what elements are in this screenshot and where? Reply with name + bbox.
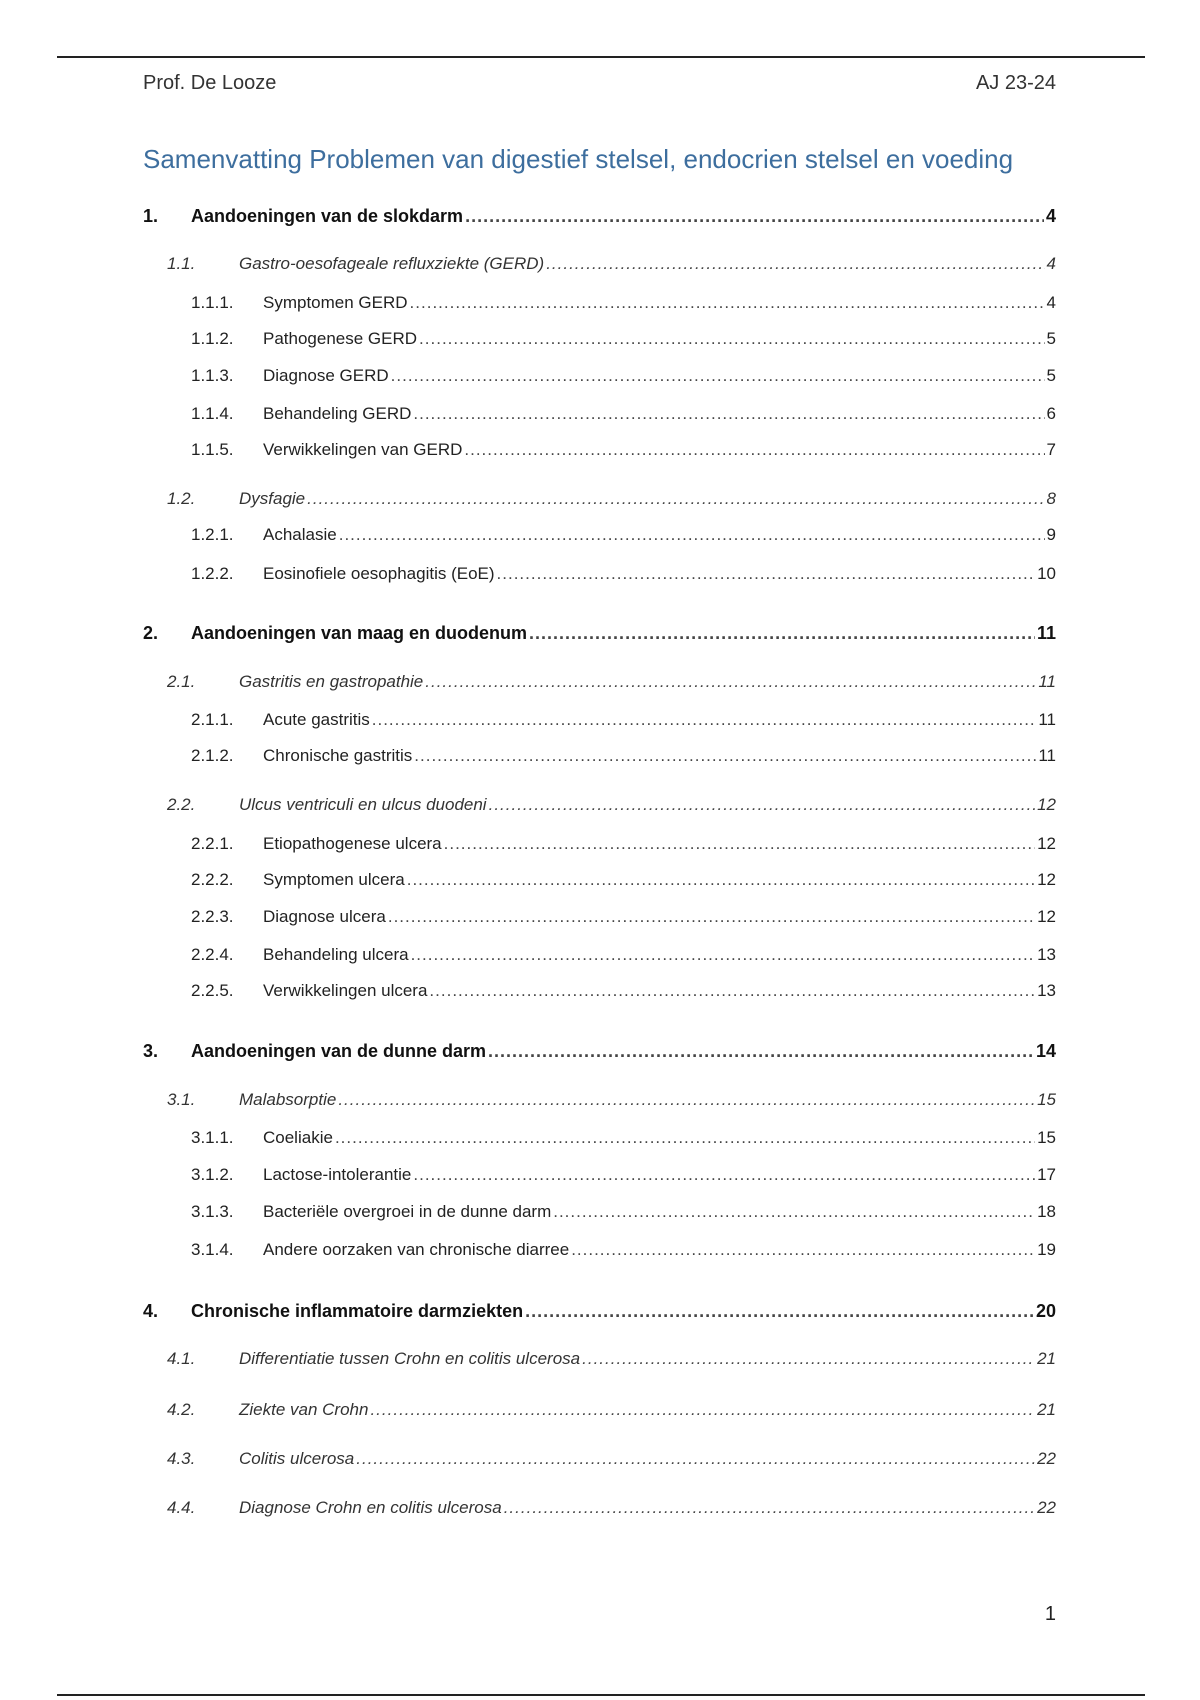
toc-entry-page: 15: [1037, 1128, 1056, 1147]
toc-entry-number: 1.1.3.: [191, 366, 234, 385]
toc-entry-page: 21: [1037, 1349, 1056, 1368]
dot-leader: [370, 1400, 1035, 1420]
dot-leader: [497, 564, 1036, 584]
dot-leader: [525, 1301, 1034, 1322]
dot-leader: [335, 1128, 1035, 1148]
toc-entry[interactable]: [143, 1349, 1056, 1373]
dot-leader: [464, 440, 1044, 460]
dot-leader: [407, 870, 1035, 890]
toc-entry-number: 3.1.3.: [191, 1202, 234, 1221]
toc-entry-number: 1.1.5.: [191, 440, 234, 459]
toc-entry-title: Pathogenese GERD: [263, 329, 418, 348]
toc-entry[interactable]: [143, 329, 1056, 353]
toc-entry-number: 4.4.: [167, 1498, 196, 1517]
toc-entry-page: 14: [1035, 1041, 1056, 1061]
toc-entry-page: 12: [1037, 907, 1056, 926]
toc-entry[interactable]: [143, 623, 1056, 647]
dot-leader: [356, 1449, 1035, 1469]
toc-entry-number: 3.1.4.: [191, 1240, 234, 1259]
toc-entry-number: 2.1.: [167, 672, 196, 691]
toc-entry[interactable]: [143, 440, 1056, 464]
toc-entry-number: 3.1.2.: [191, 1165, 234, 1184]
toc-entry-number: 1.1.2.: [191, 329, 234, 348]
toc-entry-title: Coeliakie: [263, 1128, 333, 1147]
toc-entry-title: Aandoeningen van maag en duodenum: [191, 623, 528, 643]
toc-entry-page: 10: [1037, 564, 1056, 583]
toc-entry-number: 2.2.: [167, 795, 196, 814]
dot-leader: [413, 404, 1044, 424]
toc-entry[interactable]: [143, 907, 1056, 931]
toc-entry-page: 18: [1037, 1202, 1056, 1221]
toc-entry[interactable]: [143, 1041, 1056, 1065]
toc-entry-page: 12: [1037, 870, 1056, 889]
toc-entry[interactable]: [143, 710, 1056, 734]
toc-entry-title: Dysfagie: [239, 489, 306, 508]
dot-leader: [391, 366, 1045, 386]
toc-entry[interactable]: [143, 1301, 1056, 1325]
toc-entry[interactable]: [143, 293, 1056, 317]
toc-entry-page: 20: [1035, 1301, 1056, 1321]
toc-entry-number: 1.2.2.: [191, 564, 234, 583]
dot-leader: [425, 672, 1036, 692]
toc-entry-number: 2.1.2.: [191, 746, 234, 765]
toc-entry-title: Diagnose Crohn en colitis ulcerosa: [239, 1498, 502, 1517]
dot-leader: [429, 981, 1035, 1001]
toc-entry[interactable]: [143, 254, 1056, 278]
toc-entry-page: 22: [1037, 1498, 1056, 1517]
toc-entry-page: 11: [1036, 623, 1056, 643]
toc-entry-title: Verwikkelingen ulcera: [263, 981, 428, 1000]
toc-entry-page: 11: [1038, 710, 1056, 729]
toc-entry-page: 6: [1046, 404, 1056, 423]
toc-entry-page: 4: [1046, 254, 1056, 273]
toc-entry-page: 5: [1046, 329, 1056, 348]
document-title: Samenvatting Problemen van digestief stelsel, endocrien stelsel en voeding: [143, 144, 1014, 174]
toc-entry-page: 11: [1038, 746, 1056, 765]
toc-entry[interactable]: [143, 1165, 1056, 1189]
toc-entry-number: 4.2.: [167, 1400, 196, 1419]
toc-entry-page: 13: [1037, 945, 1056, 964]
toc-entry[interactable]: [143, 1090, 1056, 1114]
toc-entry-number: 2.2.4.: [191, 945, 234, 964]
dot-leader: [338, 1090, 1035, 1110]
toc-entry-number: 2.2.2.: [191, 870, 234, 889]
toc-entry-title: Behandeling GERD: [263, 404, 412, 423]
toc-entry-page: 12: [1037, 834, 1056, 853]
toc-entry[interactable]: [143, 981, 1056, 1005]
footer-rule: [57, 1694, 1145, 1696]
page-number: 1: [1044, 1603, 1056, 1625]
toc-entry-title: Aandoeningen van de dunne darm: [191, 1041, 487, 1061]
toc-entry-number: 1.1.: [167, 254, 196, 273]
toc-entry-number: 1.: [143, 206, 159, 226]
dot-leader: [553, 1202, 1035, 1222]
toc-entry-page: 4: [1046, 293, 1056, 312]
toc-entry[interactable]: [143, 1240, 1056, 1264]
toc-entry[interactable]: [143, 1400, 1056, 1424]
toc-entry-number: 2.2.3.: [191, 907, 234, 926]
toc-entry-page: 15: [1037, 1090, 1056, 1109]
dot-leader: [339, 525, 1045, 545]
toc-entry-title: Verwikkelingen van GERD: [263, 440, 463, 459]
dot-leader: [571, 1240, 1035, 1260]
toc-entry-number: 3.1.1.: [191, 1128, 234, 1147]
dot-leader: [504, 1498, 1035, 1518]
toc-entry-page: 4: [1045, 206, 1056, 226]
dot-leader: [414, 746, 1036, 766]
toc-entry[interactable]: [143, 870, 1056, 894]
toc-entry-page: 12: [1037, 795, 1056, 814]
toc-entry[interactable]: [143, 489, 1056, 513]
toc-entry-title: Differentiatie tussen Crohn en colitis ulcerosa: [239, 1349, 581, 1368]
toc-entry-page: 19: [1037, 1240, 1056, 1259]
toc-entry-page: 11: [1038, 672, 1056, 691]
toc-entry-page: 21: [1037, 1400, 1056, 1419]
toc-entry[interactable]: [143, 1498, 1056, 1522]
toc-entry-number: 2.: [143, 623, 159, 643]
toc-entry-title: Behandeling ulcera: [263, 945, 409, 964]
toc-entry[interactable]: [143, 1449, 1056, 1473]
toc-entry-number: 4.3.: [167, 1449, 196, 1468]
toc-entry[interactable]: [143, 1202, 1056, 1226]
toc-entry[interactable]: [143, 564, 1056, 588]
academic-year-label: AJ 23-24: [975, 72, 1056, 94]
toc-entry-title: Etiopathogenese ulcera: [263, 834, 442, 853]
toc-entry-title: Acute gastritis: [263, 710, 370, 729]
toc-entry-title: Colitis ulcerosa: [239, 1449, 355, 1468]
dot-leader: [489, 795, 1035, 815]
toc-entry-page: 7: [1046, 440, 1056, 459]
toc-entry[interactable]: [143, 525, 1056, 549]
toc-entry-title: Symptomen GERD: [263, 293, 408, 312]
toc-entry-title: Bacteriële overgroei in de dunne darm: [263, 1202, 552, 1221]
toc-entry-title: Andere oorzaken van chronische diarree: [263, 1240, 570, 1259]
dot-leader: [529, 623, 1035, 644]
toc-entry-title: Ziekte van Crohn: [239, 1400, 369, 1419]
toc-entry-page: 17: [1037, 1165, 1056, 1184]
toc-entry-number: 2.2.5.: [191, 981, 234, 1000]
toc-entry[interactable]: [143, 746, 1056, 770]
toc-entry-number: 2.1.1.: [191, 710, 234, 729]
toc-entry-page: 8: [1046, 489, 1056, 508]
dot-leader: [372, 710, 1037, 730]
toc-entry-number: 4.1.: [167, 1349, 196, 1368]
toc-entry-title: Lactose-intolerantie: [263, 1165, 412, 1184]
dot-leader: [419, 329, 1044, 349]
dot-leader: [582, 1349, 1035, 1369]
dot-leader: [465, 206, 1044, 227]
toc-entry-title: Malabsorptie: [239, 1090, 337, 1109]
toc-entry-title: Chronische inflammatoire darmziekten: [191, 1301, 524, 1321]
toc-entry-title: Gastro-oesofageale refluxziekte (GERD): [239, 254, 545, 273]
toc-entry-number: 4.: [143, 1301, 159, 1321]
toc-entry-title: Aandoeningen van de slokdarm: [191, 206, 464, 226]
toc-entry-title: Gastritis en gastropathie: [239, 672, 424, 691]
dot-leader: [413, 1165, 1035, 1185]
toc-entry-number: 2.2.1.: [191, 834, 234, 853]
toc-entry-title: Eosinofiele oesophagitis (EoE): [263, 564, 495, 583]
dot-leader: [444, 834, 1035, 854]
toc-entry[interactable]: [143, 672, 1056, 696]
toc-entry-title: Achalasie: [263, 525, 337, 544]
toc-entry-title: Diagnose ulcera: [263, 907, 386, 926]
dot-leader: [488, 1041, 1034, 1062]
toc-entry-page: 22: [1037, 1449, 1056, 1468]
toc-entry-title: Ulcus ventriculi en ulcus duodeni: [239, 795, 487, 814]
toc-entry-title: Diagnose GERD: [263, 366, 389, 385]
dot-leader: [546, 254, 1044, 274]
toc-entry-page: 5: [1046, 366, 1056, 385]
toc-entry[interactable]: [143, 795, 1056, 819]
toc-entry-number: 1.1.4.: [191, 404, 234, 423]
toc-entry-title: Symptomen ulcera: [263, 870, 405, 889]
toc-entry[interactable]: [143, 945, 1056, 969]
dot-leader: [410, 293, 1045, 313]
toc-entry-number: 1.2.1.: [191, 525, 234, 544]
toc-entry-page: 13: [1037, 981, 1056, 1000]
toc-entry[interactable]: [143, 404, 1056, 428]
toc-entry[interactable]: [143, 834, 1056, 858]
toc-entry-number: 3.1.: [167, 1090, 196, 1109]
dot-leader: [388, 907, 1035, 927]
dot-leader: [411, 945, 1036, 965]
toc-entry-title: Chronische gastritis: [263, 746, 413, 765]
toc-entry-number: 1.2.: [167, 489, 196, 508]
dot-leader: [307, 489, 1044, 509]
toc-entry[interactable]: [143, 206, 1056, 230]
toc-entry[interactable]: [143, 1128, 1056, 1152]
author-label: Prof. De Looze: [143, 72, 277, 94]
toc-entry[interactable]: [143, 366, 1056, 390]
toc-entry-page: 9: [1046, 525, 1056, 544]
toc-entry-number: 1.1.1.: [191, 293, 234, 312]
toc-entry-number: 3.: [143, 1041, 159, 1061]
